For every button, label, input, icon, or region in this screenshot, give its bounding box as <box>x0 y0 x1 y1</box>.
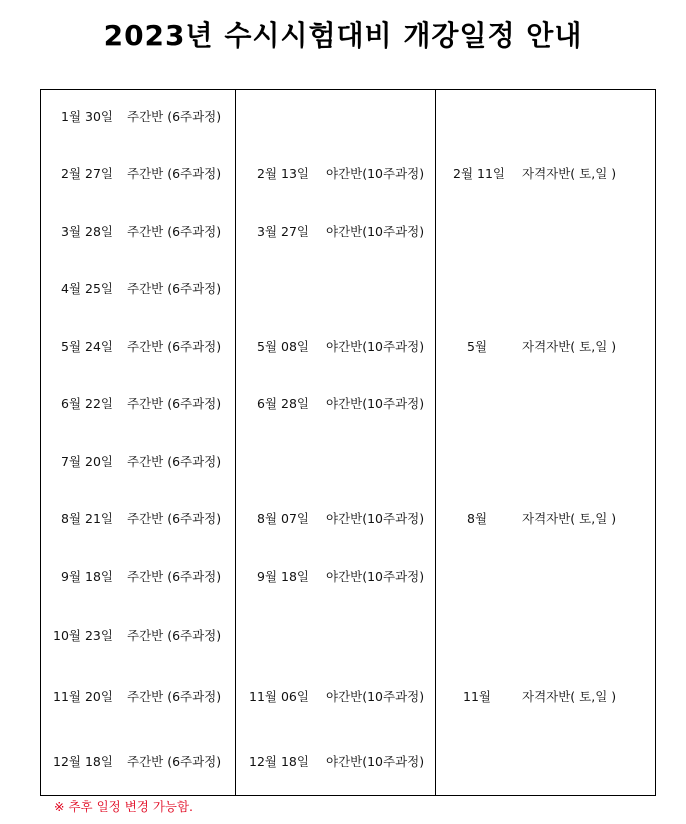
day-class-date: 4월 25일 <box>61 281 113 296</box>
day-class-date: 7월 20일 <box>61 454 113 469</box>
day-class-date: 1월 30일 <box>61 109 113 124</box>
day-class-type: 주간반 (6주과정) <box>127 166 222 181</box>
cert-class-type: 자격자반( 토,일 ) <box>522 511 617 526</box>
night-class-date: 5월 08일 <box>257 339 309 354</box>
day-class-type: 주간반 (6주과정) <box>127 754 222 769</box>
cert-class-date: 5월 <box>467 339 488 354</box>
night-class-date: 6월 28일 <box>257 396 309 411</box>
cert-class-date: 8월 <box>467 511 488 526</box>
day-class-date: 11월 20일 <box>53 689 113 704</box>
schedule-change-note: ※ 추후 일정 변경 가능함. <box>54 799 194 814</box>
night-class-type: 야간반(10주과정) <box>326 396 425 411</box>
day-class-date: 9월 18일 <box>61 569 113 584</box>
day-class-type: 주간반 (6주과정) <box>127 511 222 526</box>
day-class-date: 10월 23일 <box>53 628 113 643</box>
page-title: 2023년 수시시험대비 개강일정 안내 <box>103 19 583 52</box>
day-class-type: 주간반 (6주과정) <box>127 454 222 469</box>
day-class-date: 2월 27일 <box>61 166 113 181</box>
day-class-type: 주간반 (6주과정) <box>127 109 222 124</box>
schedule-table <box>40 89 656 796</box>
night-class-type: 야간반(10주과정) <box>326 224 425 239</box>
day-class-type: 주간반 (6주과정) <box>127 569 222 584</box>
cert-class-type: 자격자반( 토,일 ) <box>522 339 617 354</box>
day-class-date: 3월 28일 <box>61 224 113 239</box>
night-class-date: 12월 18일 <box>249 754 309 769</box>
day-class-date: 5월 24일 <box>61 339 113 354</box>
day-class-type: 주간반 (6주과정) <box>127 396 222 411</box>
night-class-type: 야간반(10주과정) <box>326 511 425 526</box>
day-class-type: 주간반 (6주과정) <box>127 281 222 296</box>
day-class-type: 주간반 (6주과정) <box>127 689 222 704</box>
day-class-date: 8월 21일 <box>61 511 113 526</box>
day-class-type: 주간반 (6주과정) <box>127 224 222 239</box>
night-class-date: 8월 07일 <box>257 511 309 526</box>
column-divider <box>435 90 436 795</box>
day-class-type: 주간반 (6주과정) <box>127 628 222 643</box>
night-class-type: 야간반(10주과정) <box>326 569 425 584</box>
night-class-type: 야간반(10주과정) <box>326 166 425 181</box>
cert-class-date: 2월 11일 <box>453 166 505 181</box>
night-class-date: 2월 13일 <box>257 166 309 181</box>
column-divider <box>235 90 236 795</box>
night-class-type: 야간반(10주과정) <box>326 339 425 354</box>
day-class-date: 6월 22일 <box>61 396 113 411</box>
cert-class-type: 자격자반( 토,일 ) <box>522 689 617 704</box>
night-class-date: 11월 06일 <box>249 689 309 704</box>
day-class-date: 12월 18일 <box>53 754 113 769</box>
day-class-type: 주간반 (6주과정) <box>127 339 222 354</box>
night-class-date: 3월 27일 <box>257 224 309 239</box>
cert-class-date: 11월 <box>463 689 491 704</box>
night-class-type: 야간반(10주과정) <box>326 754 425 769</box>
night-class-date: 9월 18일 <box>257 569 309 584</box>
night-class-type: 야간반(10주과정) <box>326 689 425 704</box>
cert-class-type: 자격자반( 토,일 ) <box>522 166 617 181</box>
